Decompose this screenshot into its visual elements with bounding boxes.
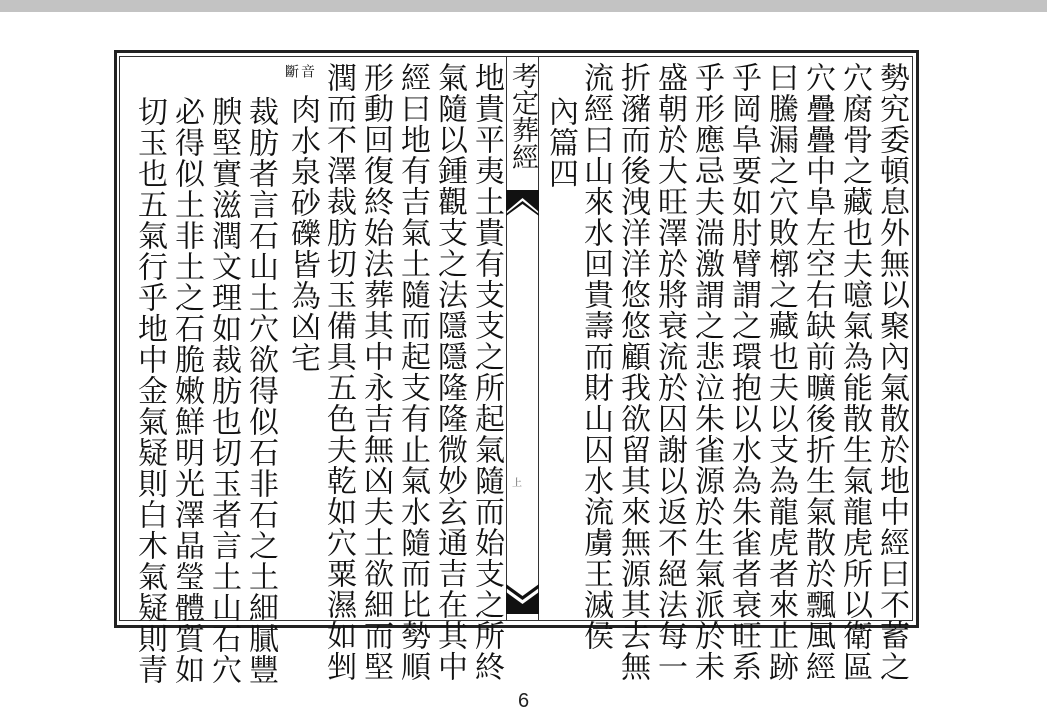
spine-title: 考定葬經 <box>507 62 538 170</box>
text-column: 乎岡阜要如肘臂謂之環抱以水為朱雀者衰旺系 <box>726 62 761 682</box>
spine-folio: 上 <box>512 478 522 489</box>
text-column: 肉水泉砂礫皆為凶宅 <box>285 94 320 373</box>
text-column: 乎形應忌夫湍激謂之悲泣朱雀源於生氣派於未 <box>689 62 724 682</box>
text-column: 氣隨以鍾觀支之法隱隱隆隆微妙玄通吉在其中 <box>432 62 467 682</box>
text-column: 地貴平夷土貴有支支之所起氣隨而始支之所終 <box>469 62 504 682</box>
commentary-column: 必得似土非土之石脆嫩鮮明光澤晶瑩體質如 <box>169 96 204 685</box>
commentary-column: 裁肪者言石山土穴欲得似石非石之土細膩豐 <box>243 96 278 685</box>
fishtail-ornament-bottom-icon <box>506 584 539 614</box>
commentary-column: 切玉也五氣行乎地中金氣疑則白木氣疑則青 <box>132 96 167 685</box>
text-column: 曰騰漏之穴敗槨之藏也夫以支為龍虎者來止跡 <box>763 62 798 682</box>
page-number: 6 <box>517 690 530 712</box>
section-heading: 內篇四 <box>543 96 578 189</box>
text-column: 潤而不澤裁肪切玉備具五色夫乾如穴粟濕如剉 <box>321 62 356 682</box>
top-toolbar-strip <box>0 0 1047 12</box>
text-column: 折瀦而後洩洋洋悠悠顧我欲留其來無源其去無 <box>615 62 650 682</box>
phonetic-annotation-top: 音 <box>299 64 315 78</box>
fishtail-ornament-icon <box>506 190 539 216</box>
text-column: 經曰地有吉氣土隨而起支有止氣水隨而比勢順 <box>395 62 430 682</box>
text-column: 勢究委頓息外無以聚內氣散於地中經曰不蓄之 <box>874 62 909 682</box>
text-column: 流經曰山來水回貴壽而財山囚水流虜王滅侯 <box>578 62 613 651</box>
text-column: 形動回復終始法葬其中永吉無凶夫土欲細而堅 <box>358 62 393 682</box>
phonetic-annotation-bottom: 斷 <box>283 64 299 78</box>
text-column: 穴腐骨之藏也夫噫氣為能散生氣龍虎所以衛區 <box>837 62 872 682</box>
text-column: 盛朝於大旺澤於將衰流於囚謝以返不絕法每一 <box>652 62 687 682</box>
text-column: 穴疊疊中阜左空右缺前曠後折生氣散於飄風經 <box>800 62 835 682</box>
commentary-column: 腴堅實滋潤文理如裁肪也切玉者言土山石穴 <box>206 96 241 685</box>
